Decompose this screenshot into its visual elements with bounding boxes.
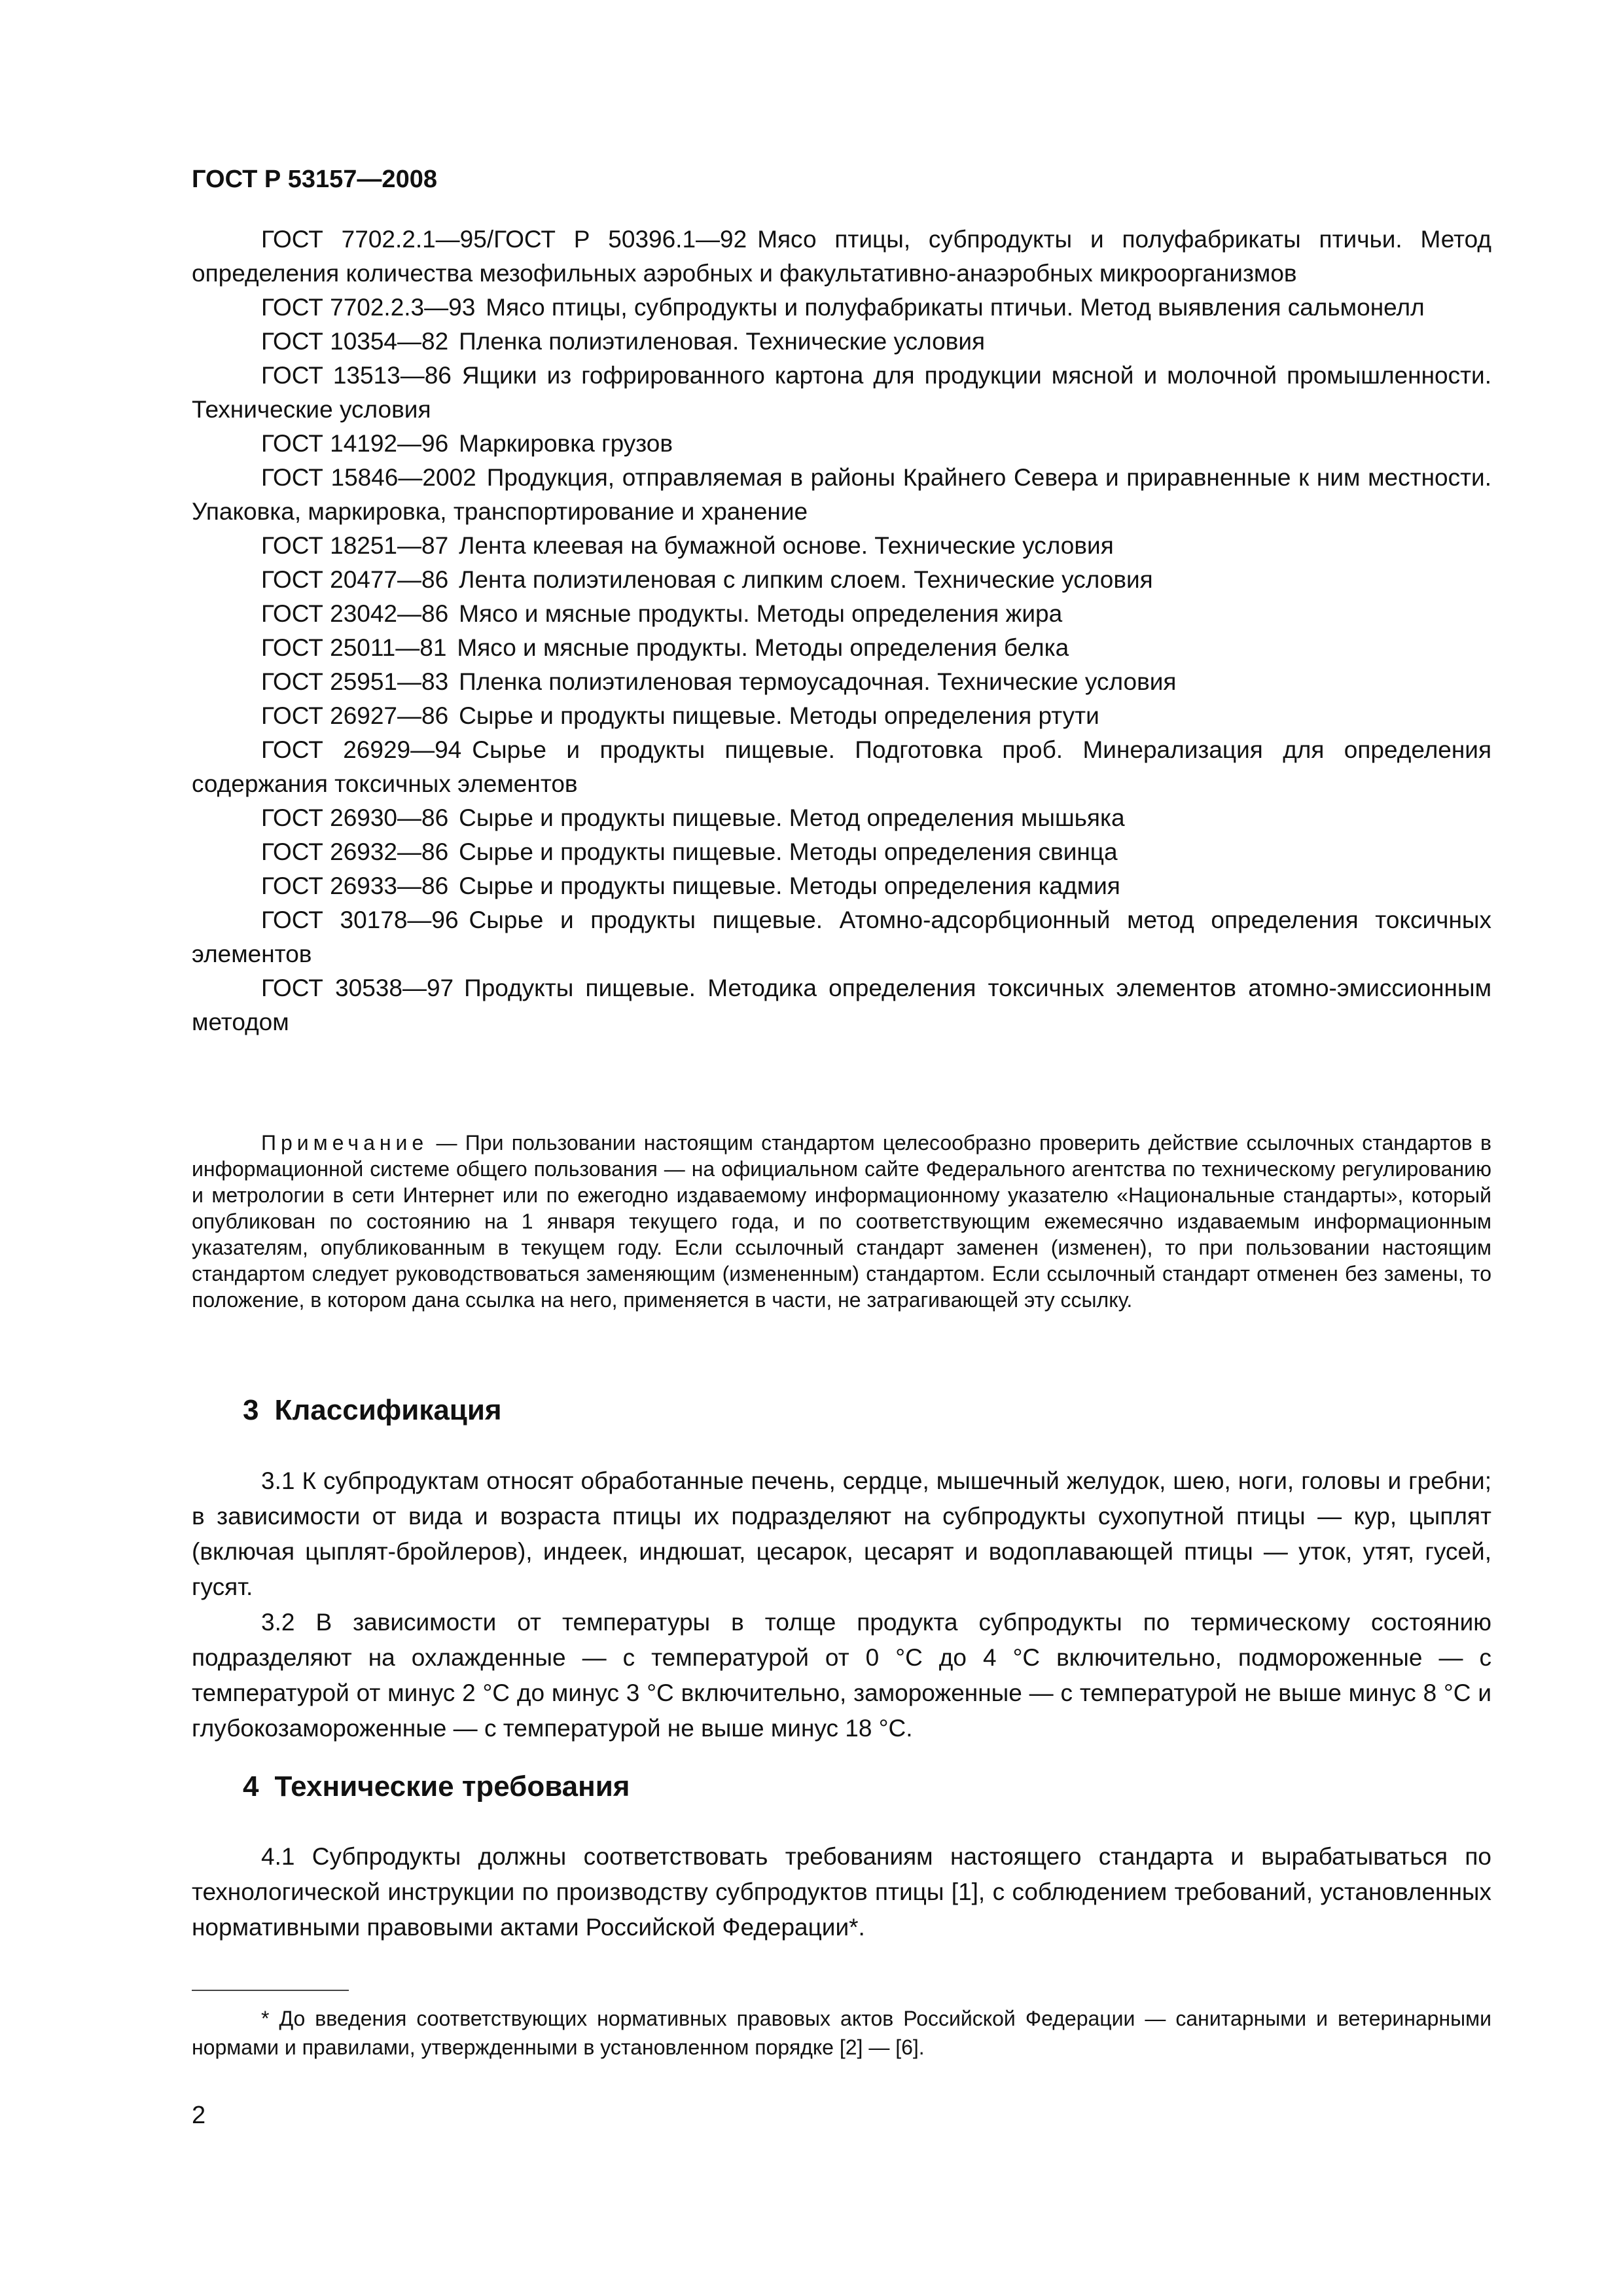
reference-item bbox=[192, 325, 1491, 359]
reference-title: Пленка полиэтиленовая. Технические условия bbox=[459, 328, 986, 355]
reference-item bbox=[192, 427, 1491, 461]
paragraph-4-1: 4.1 Субпродукты должны соответствовать требованиям настоящего стандарта и вырабатываться по технологической инструкции по производству субпродуктов птицы [1], с соблюдением требований, установленных нормативными правовыми актами Российской Федерации*. bbox=[192, 1843, 1491, 1941]
reference-code: ГОСТ 23042—86 bbox=[261, 600, 449, 627]
reference-title: Сырье и продукты пищевые. Подготовка проб. Минерализация для определения содержания токсичных элементов bbox=[192, 736, 1491, 797]
reference-code: ГОСТ 26932—86 bbox=[261, 838, 449, 865]
reference-item bbox=[192, 801, 1491, 835]
reference-code: ГОСТ 30538—97 bbox=[261, 975, 454, 1001]
reference-title: Пленка полиэтиленовая термоусадочная. Технические условия bbox=[459, 668, 1177, 695]
footnote-separator bbox=[192, 1990, 349, 1991]
reference-item bbox=[192, 597, 1491, 631]
reference-title: Сырье и продукты пищевые. Методы определения ртути bbox=[459, 702, 1099, 729]
normative-references-list bbox=[192, 223, 1491, 1039]
reference-item bbox=[192, 563, 1491, 597]
reference-code: ГОСТ 15846—2002 bbox=[261, 464, 476, 491]
reference-title: Мясо и мясные продукты. Методы определения белка bbox=[457, 634, 1069, 661]
reference-title: Мясо птицы, субпродукты и полуфабрикаты птичьи. Метод выявления сальмонелл bbox=[486, 294, 1425, 321]
reference-code: ГОСТ 7702.2.1—95/ГОСТ Р 50396.1—92 bbox=[261, 226, 747, 253]
reference-code: ГОСТ 10354—82 bbox=[261, 328, 449, 355]
reference-item bbox=[192, 631, 1491, 665]
paragraph-3-2: 3.2 В зависимости от температуры в толще продукта субпродукты по термическому состоянию подразделяют на охлажденные — с температурой от 0 °С до 4 °С включительно, подмороженные — с температурой от минус 2 °С до минус 3 °С включительно, замороженные — с температурой не выше минус 8 °С и глубокозамороженные — с температурой не выше минус 18 °С. bbox=[192, 1609, 1491, 1742]
reference-title: Мясо и мясные продукты. Методы определения жира bbox=[459, 600, 1063, 627]
reference-item bbox=[192, 869, 1491, 903]
footnote: * До введения соответствующих нормативных правовых актов Российской Федерации — санитарными и ветеринарными нормами и правилами, утвержденными в установленном порядке [2] — [6]. bbox=[192, 2007, 1491, 2059]
section-number: 3 bbox=[243, 1394, 259, 1426]
reference-title: Маркировка грузов bbox=[459, 430, 673, 457]
section-number: 4 bbox=[243, 1770, 259, 1803]
reference-title: Сырье и продукты пищевые. Методы определения свинца bbox=[459, 838, 1118, 865]
reference-title: Лента клеевая на бумажной основе. Технические условия bbox=[459, 532, 1114, 559]
section-title: Классификация bbox=[274, 1394, 502, 1426]
reference-item bbox=[192, 733, 1491, 801]
reference-title: Мясо птицы, субпродукты и полуфабрикаты птичьи. Метод определения количества мезофильных аэробных и факультативно-анаэробных микроорганизмов bbox=[192, 226, 1491, 287]
reference-title: Сырье и продукты пищевые. Методы определения кадмия bbox=[459, 872, 1120, 899]
reference-code: ГОСТ 26930—86 bbox=[261, 804, 449, 831]
references-note bbox=[192, 1130, 1491, 1313]
reference-code: ГОСТ 18251—87 bbox=[261, 532, 449, 559]
reference-code: ГОСТ 26927—86 bbox=[261, 702, 449, 729]
reference-item bbox=[192, 223, 1491, 291]
section-heading-technical-requirements bbox=[243, 1768, 630, 1805]
reference-item bbox=[192, 359, 1491, 427]
reference-code: ГОСТ 25011—81 bbox=[261, 634, 447, 661]
reference-title: Лента полиэтиленовая с липким слоем. Технические условия bbox=[459, 566, 1153, 593]
page-number: 2 bbox=[192, 2102, 206, 2129]
reference-code: ГОСТ 30178—96 bbox=[261, 906, 459, 933]
reference-item bbox=[192, 461, 1491, 529]
reference-code: ГОСТ 14192—96 bbox=[261, 430, 449, 457]
note-text: — При пользовании настоящим стандартом целесообразно проверить действие ссылочных стандартов в информационной системе общего пользования — на официальном сайте Федерального агентства по техническому регулированию и метрологии в сети Интернет или по ежегодно издаваемому информационному указателю «Национальные стандарты», который опубликован по состоянию на 1 января текущего года, и по соответствующим ежемесячно издаваемым информационным указателям, опубликованным в текущем году. Если ссылочный стандарт заменен (изменен), то при пользовании настоящим стандартом следует руководствоваться заменяющим (измененным) стандартом. Если ссылочный стандарт отменен без замены, то положение, в котором дана ссылка на него, применяется в части, не затрагивающей эту ссылку. bbox=[192, 1131, 1492, 1312]
reference-item bbox=[192, 291, 1491, 325]
reference-code: ГОСТ 20477—86 bbox=[261, 566, 449, 593]
reference-title: Ящики из гофрированного картона для продукции мясной и молочной промышленности. Технические условия bbox=[192, 362, 1491, 423]
reference-code: ГОСТ 26929—94 bbox=[261, 736, 462, 763]
reference-code: ГОСТ 25951—83 bbox=[261, 668, 449, 695]
reference-item bbox=[192, 835, 1491, 869]
reference-item bbox=[192, 971, 1491, 1039]
document-header: ГОСТ Р 53157—2008 bbox=[192, 166, 437, 193]
note-label: Примечание bbox=[261, 1131, 429, 1155]
reference-item bbox=[192, 699, 1491, 733]
reference-item bbox=[192, 903, 1491, 971]
paragraph-3-1: 3.1 К субпродуктам относят обработанные печень, сердце, мышечный желудок, шею, ноги, головы и гребни; в зависимости от вида и возраста птицы их подразделяют на субпродукты сухопутной птицы — кур, цыплят (включая цыплят-бройлеров), индеек, индюшат, цесарок, цесарят и водоплавающей птицы — уток, утят, гусей, гусят. bbox=[192, 1467, 1491, 1600]
reference-title: Продукты пищевые. Методика определения токсичных элементов атомно-эмиссионным методом bbox=[192, 975, 1492, 1035]
document-page bbox=[192, 0, 1491, 2296]
reference-code: ГОСТ 13513—86 bbox=[261, 362, 452, 389]
reference-title: Сырье и продукты пищевые. Метод определения мышьяка bbox=[459, 804, 1125, 831]
section-title: Технические требования bbox=[274, 1770, 630, 1803]
reference-item bbox=[192, 665, 1491, 699]
reference-code: ГОСТ 7702.2.3—93 bbox=[261, 294, 476, 321]
reference-title: Продукция, отправляемая в районы Крайнего Севера и приравненные к ним местности. Упаковка, маркировка, транспортирование и хранение bbox=[192, 464, 1491, 525]
reference-item bbox=[192, 529, 1491, 563]
reference-title: Сырье и продукты пищевые. Атомно-адсорбционный метод определения токсичных элементов bbox=[192, 906, 1491, 967]
reference-code: ГОСТ 26933—86 bbox=[261, 872, 449, 899]
section-heading-classification bbox=[243, 1392, 502, 1429]
